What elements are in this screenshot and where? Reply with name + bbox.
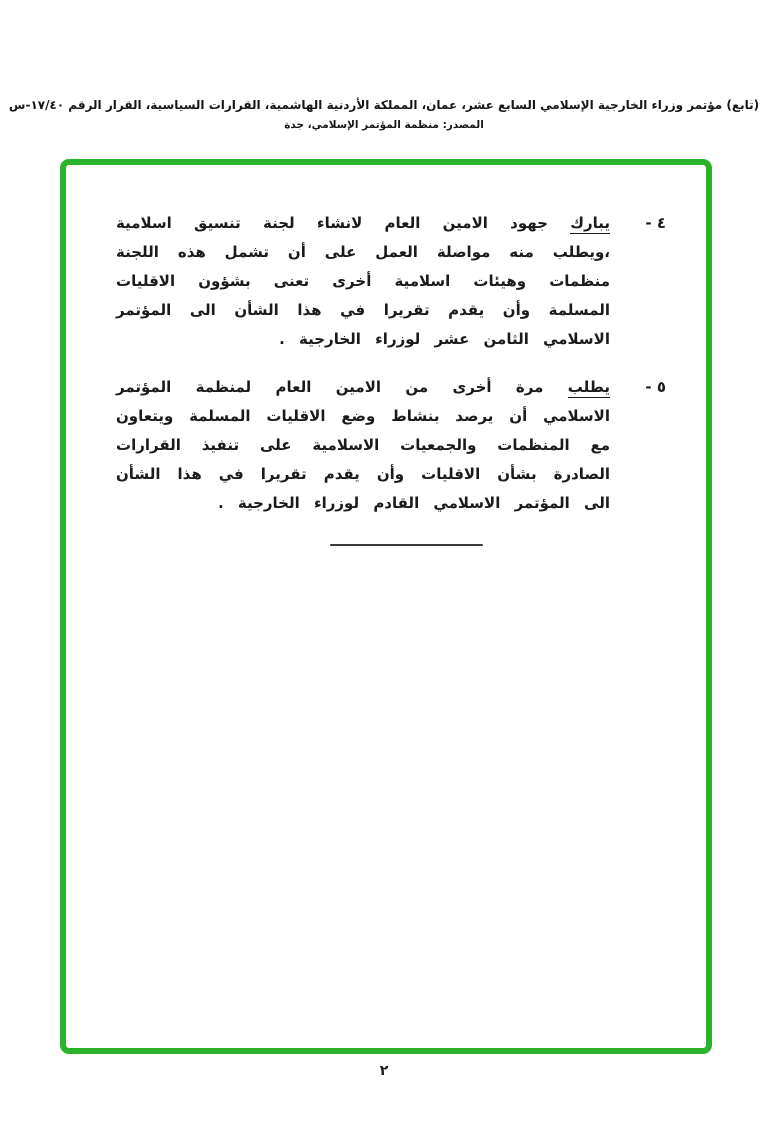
item-body-text: مرة أخرى من الامين العام لمنظمة المؤتمر الاسلامي أن يرصد بنشاط وضع الاقليات المسلمة ويتعاون مع المنظمات والجمعيات الاسلامية على تنفيذ القرارات الصادرة بشأن الاقليات وأن يقدم تقريرا في هذا الشأن الى المؤتمر الاسلامي القادم لوزراء الخارجية . [116,378,610,512]
item-text [116,209,610,354]
item-lead-word-underlined: يبارك [570,214,610,232]
list-item-5 [116,373,666,518]
header-source-line: المصدر: منظمة المؤتمر الإسلامي، جدة [284,119,484,131]
highlight-annotation-box [60,159,712,1054]
resolution-list [66,165,706,546]
item-number: ٤ - [645,214,666,232]
document-header [0,98,768,131]
item-body-text: جهود الامين العام لانشاء لجنة تنسيق اسلامية ،ويطلب منه مواصلة العمل على أن تشمل هذه اللجنة منظمات وهيئات اسلامية أخرى تعنى بشؤون الاقليات المسلمة وأن يقدم تقريرا في هذا الشأن الى المؤتمر الاسلامي الثامن عشر لوزراء الخارجية . [116,214,610,348]
item-text [116,373,610,518]
item-lead-word-underlined: يطلب [567,378,610,396]
header-title: (تابع) مؤتمر وزراء الخارجية الإسلامي السابع عشر، عمان، المملكة الأردنية الهاشمية، القرارات السياسية، القرار الرقم ١٧/٤٠-س [8,98,760,112]
item-number: ٥ - [645,378,666,396]
list-item-4 [116,209,666,354]
separator-line [330,544,483,546]
page-number: ٢ [379,1063,389,1079]
